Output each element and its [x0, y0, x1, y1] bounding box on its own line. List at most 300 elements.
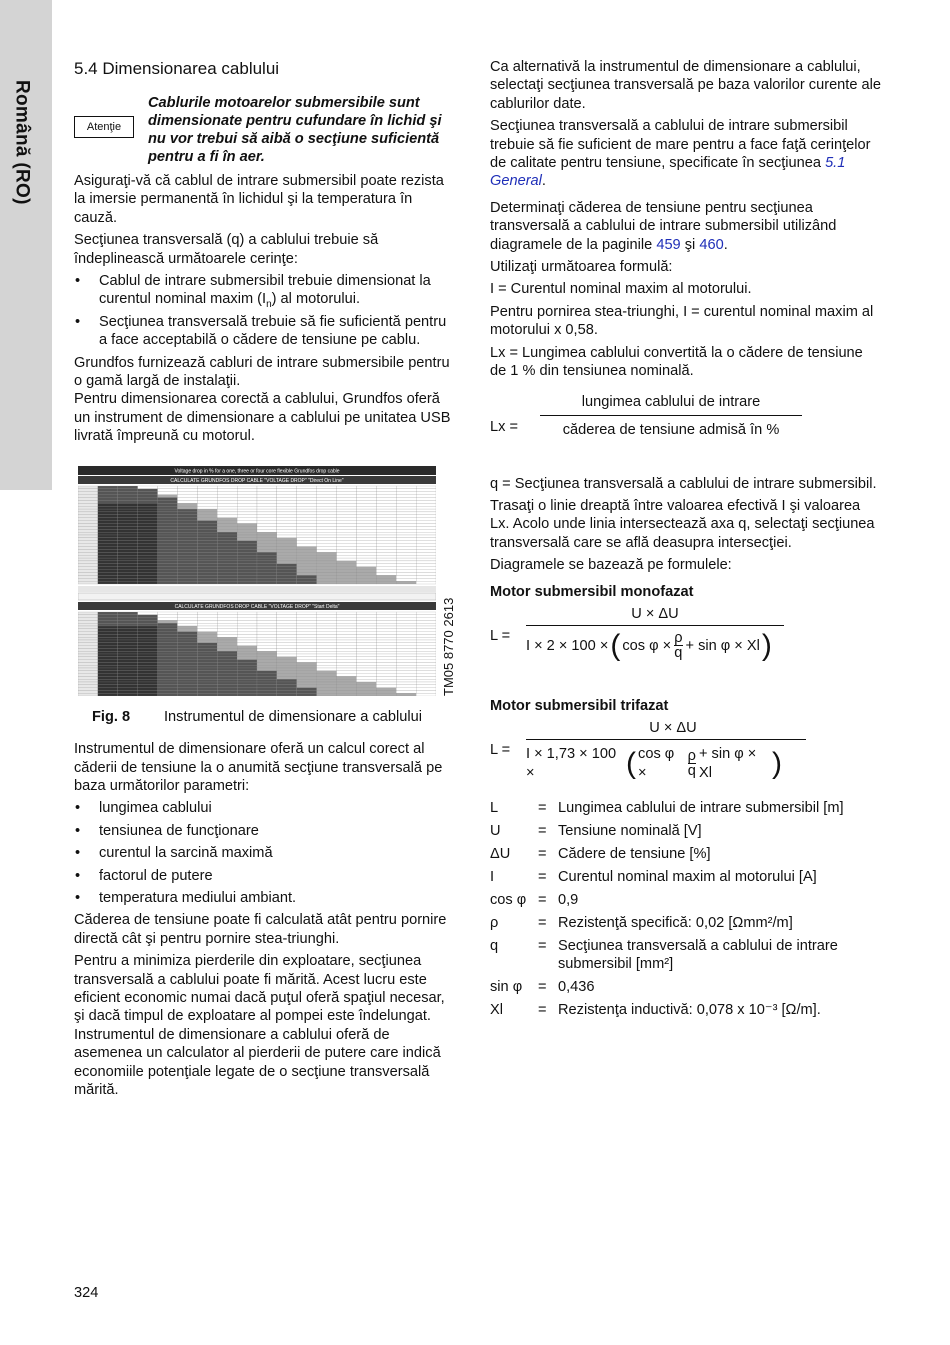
table-cell	[297, 538, 317, 541]
table-cell	[217, 523, 237, 526]
table-cell	[277, 523, 297, 526]
table-cell	[78, 540, 98, 543]
table-cell	[356, 509, 376, 512]
table-cell	[158, 682, 178, 685]
table-cell	[138, 631, 158, 634]
table-cell	[337, 552, 357, 555]
table-cell	[78, 623, 98, 626]
table-cell	[138, 684, 158, 687]
figure-number: Fig. 8	[92, 708, 131, 725]
eq-lhs: L =	[490, 742, 511, 759]
paragraph: Lx = Lungimea cablului convertită la o cădere de tensiune de 1 % din tensiunea nominală.	[490, 344, 863, 380]
table-cell	[177, 620, 197, 623]
table-cell	[317, 523, 337, 526]
table-cell	[317, 631, 337, 634]
definition-value: Cădere de tensiune [%]	[558, 846, 711, 863]
table-cell	[257, 676, 277, 679]
table-cell	[118, 682, 138, 685]
table-cell	[416, 546, 436, 549]
paragraph: Determinaţi căderea de tensiune pentru secţiunea transversală a cablului de intrare submersibil utilizând diagramele de la paginile 459 şi 460.	[490, 199, 837, 253]
table-cell	[237, 520, 257, 523]
table-cell	[317, 670, 337, 673]
table-cell	[356, 684, 376, 687]
table-cell	[317, 491, 337, 494]
table-cell	[177, 561, 197, 564]
table-cell	[257, 684, 277, 687]
table-cell	[416, 549, 436, 552]
table-cell	[257, 494, 277, 497]
table-cell	[138, 503, 158, 506]
table-cell	[78, 552, 98, 555]
table-cell	[376, 670, 396, 673]
table-cell	[317, 552, 337, 555]
paragraph: Căderea de tensiune poate fi calculată atât pentru pornire directă cât şi pentru pornire stea-triunghi.	[74, 912, 447, 947]
table-cell	[98, 578, 118, 581]
table-cell	[337, 662, 357, 665]
table-cell	[98, 682, 118, 685]
table-cell	[337, 503, 357, 506]
table-cell	[257, 509, 277, 512]
table-cell	[337, 572, 357, 575]
list-item: • Cablul de intrare submersibil trebuie dimensionat la curentul nominal maxim $(I_n)$ al motorului.	[74, 272, 456, 309]
table-cell	[396, 500, 416, 503]
table-cell	[376, 634, 396, 637]
table-cell	[177, 546, 197, 549]
table-cell	[118, 572, 138, 575]
table-cell	[237, 561, 257, 564]
table-cell	[356, 637, 376, 640]
table-cell	[337, 640, 357, 643]
table-cell	[376, 623, 396, 626]
table-cell	[416, 552, 436, 555]
table-cell	[138, 578, 158, 581]
table-cell	[118, 631, 138, 634]
requirements-list	[74, 272, 456, 350]
table-cell	[197, 491, 217, 494]
table-cell	[118, 673, 138, 676]
table-cell	[416, 494, 436, 497]
table-cell	[197, 642, 217, 645]
table-cell	[78, 569, 98, 572]
table-cell	[337, 500, 357, 503]
table-cell	[98, 651, 118, 654]
table-cell	[98, 535, 118, 538]
definition-value: Rezistenţă specifică: 0,02 [Ωmm²/m]	[558, 914, 793, 931]
table-cell	[297, 679, 317, 682]
table-cell	[197, 684, 217, 687]
table-cell	[237, 670, 257, 673]
table-cell	[197, 631, 217, 634]
table-cell	[138, 512, 158, 515]
table-cell	[297, 569, 317, 572]
table-cell	[356, 578, 376, 581]
table-cell	[158, 690, 178, 693]
table-cell	[396, 564, 416, 567]
table-cell	[376, 569, 396, 572]
table-cell	[98, 634, 118, 637]
table-cell	[317, 569, 337, 572]
table-cell	[138, 682, 158, 685]
table-cell	[337, 555, 357, 558]
table-cell	[118, 665, 138, 668]
table-cell	[177, 668, 197, 671]
table-cell	[277, 614, 297, 617]
table-cell	[376, 538, 396, 541]
table-cell	[416, 654, 436, 657]
figure-caption-text: Instrumentul de dimensionare a cablului	[164, 708, 422, 725]
definition-row	[490, 799, 882, 817]
table-cell	[277, 489, 297, 492]
table-cell	[98, 509, 118, 512]
table-cell	[337, 549, 357, 552]
table-cell	[177, 497, 197, 500]
table-cell	[356, 612, 376, 615]
paragraph: Ca alternativă la instrumentul de dimensionare a cablului, selectaţi secţiunea transversală pe baza valorilor curente ale cablurilor date.	[490, 59, 882, 112]
table-cell	[177, 659, 197, 662]
table-cell	[356, 617, 376, 620]
table-cell	[277, 503, 297, 506]
table-cell	[217, 679, 237, 682]
lx-numerator: lungimea cablului de intrare	[581, 393, 761, 410]
table-cell	[317, 668, 337, 671]
table-cell	[416, 503, 436, 506]
table-cell	[158, 693, 178, 696]
table-cell	[158, 659, 178, 662]
table-cell	[317, 679, 337, 682]
table-cell	[237, 648, 257, 651]
table-cell	[197, 693, 217, 696]
table-cell	[237, 656, 257, 659]
table-cell	[317, 503, 337, 506]
page-link-460[interactable]: 460	[699, 236, 724, 253]
table-cell	[317, 642, 337, 645]
table-cell	[118, 626, 138, 629]
table-cell	[317, 620, 337, 623]
table-cell	[317, 486, 337, 489]
table-cell	[376, 549, 396, 552]
table-cell	[337, 489, 357, 492]
table-cell	[197, 552, 217, 555]
table-cell	[257, 520, 277, 523]
table-cell	[237, 500, 257, 503]
definition-value: 0,9	[558, 891, 579, 908]
table-cell	[277, 543, 297, 546]
table-cell	[396, 561, 416, 564]
table-cell	[257, 535, 277, 538]
table-cell	[237, 668, 257, 671]
tri-heading: Motor submersibil trifazat	[490, 697, 669, 714]
table-cell	[297, 500, 317, 503]
table-cell	[217, 506, 237, 509]
table-cell	[337, 566, 357, 569]
table-cell	[138, 651, 158, 654]
table-cell	[78, 515, 98, 518]
table-cell	[337, 668, 357, 671]
table-cell	[376, 529, 396, 532]
paragraph: q = Secţiunea transversală a cablului de intrare submersibil.	[490, 475, 877, 492]
table-cell	[317, 566, 337, 569]
table-cell	[217, 648, 237, 651]
table-cell	[118, 614, 138, 617]
table-cell	[197, 679, 217, 682]
section-link[interactable]: 5.1 General	[490, 155, 846, 190]
table-cell	[277, 509, 297, 512]
table-cell	[177, 558, 197, 561]
table-cell	[297, 540, 317, 543]
table-cell	[337, 509, 357, 512]
table-cell	[297, 648, 317, 651]
table-cell	[257, 670, 277, 673]
table-cell	[158, 561, 178, 564]
table-cell	[197, 626, 217, 629]
table-cell	[98, 491, 118, 494]
table-cell	[98, 673, 118, 676]
table-cell	[317, 645, 337, 648]
definition-symbol: Xl	[490, 1002, 503, 1018]
table-cell	[376, 566, 396, 569]
table-cell	[237, 634, 257, 637]
list-item: • Secţiunea transversală trebuie să fie suficientă pentru a face acceptabilă o cădere de tensiune pe cablu.	[74, 313, 456, 350]
table-cell	[118, 538, 138, 541]
table-cell	[217, 529, 237, 532]
table-cell	[257, 549, 277, 552]
list-item: • factorul de putere	[74, 867, 456, 885]
table-cell	[78, 509, 98, 512]
table-cell	[337, 494, 357, 497]
table-cell	[98, 612, 118, 615]
table-cell	[138, 645, 158, 648]
table-cell	[118, 670, 138, 673]
table-cell	[277, 687, 297, 690]
table-cell	[376, 520, 396, 523]
table-cell	[98, 526, 118, 529]
table-cell	[277, 564, 297, 567]
table-cell	[237, 529, 257, 532]
table-cell	[396, 543, 416, 546]
table-cell	[197, 614, 217, 617]
table-cell	[416, 529, 436, 532]
table-cell	[217, 549, 237, 552]
table-cell	[98, 668, 118, 671]
table-cell	[317, 662, 337, 665]
table-cell	[396, 512, 416, 515]
table-cell	[297, 581, 317, 584]
definition-value: Lungimea cablului de intrare submersibil [m]	[558, 800, 844, 817]
table-cell	[337, 617, 357, 620]
table-cell	[78, 651, 98, 654]
table-cell	[78, 512, 98, 515]
table-cell	[217, 623, 237, 626]
table-cell	[356, 526, 376, 529]
table-cell	[138, 520, 158, 523]
equals-sign: =	[538, 1002, 547, 1018]
table-cell	[356, 575, 376, 578]
table-cell	[217, 659, 237, 662]
table-cell	[98, 676, 118, 679]
table-cell	[217, 684, 237, 687]
table-cell	[78, 526, 98, 529]
table-cell	[277, 690, 297, 693]
table-cell	[78, 497, 98, 500]
table-cell	[177, 552, 197, 555]
table-cell	[356, 682, 376, 685]
table-cell	[257, 575, 277, 578]
table-cell	[396, 684, 416, 687]
table-cell	[158, 617, 178, 620]
table-cell	[337, 648, 357, 651]
table-cell	[118, 543, 138, 546]
table-cell	[297, 637, 317, 640]
lx-denominator: căderea de tensiune admisă în %	[562, 421, 780, 438]
table-cell	[356, 555, 376, 558]
table-cell	[416, 558, 436, 561]
table-cell	[138, 620, 158, 623]
table-cell	[98, 558, 118, 561]
table-cell	[237, 631, 257, 634]
table-cell	[197, 654, 217, 657]
table-cell	[138, 665, 158, 668]
table-cell	[337, 687, 357, 690]
table-cell	[78, 628, 98, 631]
table-cell	[376, 665, 396, 668]
table-cell	[237, 575, 257, 578]
table-cell	[317, 497, 337, 500]
table-cell	[158, 626, 178, 629]
table-cell	[98, 659, 118, 662]
table-cell	[177, 656, 197, 659]
table-cell	[118, 546, 138, 549]
table-cell	[337, 515, 357, 518]
table-cell	[416, 566, 436, 569]
table-cell	[197, 506, 217, 509]
table-cell	[297, 564, 317, 567]
table-cell	[356, 693, 376, 696]
table-cell	[396, 515, 416, 518]
table-cell	[78, 520, 98, 523]
table-cell	[177, 500, 197, 503]
table-cell	[237, 665, 257, 668]
definition-symbol: L	[490, 800, 499, 817]
table-cell	[257, 651, 277, 654]
table-cell	[217, 520, 237, 523]
table-cell	[78, 575, 98, 578]
table-cell	[217, 640, 237, 643]
table-cell	[138, 532, 158, 535]
table-cell	[197, 673, 217, 676]
paragraph: Pentru a minimiza pierderile din exploatare, secţiunea transversală a cablului poate fi mărită. Acest lucru este eficient economic numai dacă puţul oferă spaţiul necesar, şi dacă timpul de exploatare al pompei este îndelungat. Instrumentul de dimensionare a cablului oferă de asemenea un calculator al pierderii de putere care indică economiile potenţiale legate de o secţiune transversală mărită.	[74, 953, 445, 1098]
table-cell	[138, 654, 158, 657]
table-cell	[376, 642, 396, 645]
equals-sign: =	[538, 979, 547, 996]
table-cell	[337, 558, 357, 561]
table-cell	[277, 665, 297, 668]
table-cell	[177, 535, 197, 538]
table-cell	[297, 491, 317, 494]
table-cell	[158, 581, 178, 584]
table-cell	[396, 509, 416, 512]
table-cell	[416, 693, 436, 696]
table-cell	[376, 543, 396, 546]
table-cell	[317, 540, 337, 543]
table-cell	[396, 503, 416, 506]
table-cell	[416, 526, 436, 529]
paragraph: Instrumentul de dimensionare oferă un calcul corect al căderii de tensiune la o anumită secţiune transversală pe baza următorilor parametri:	[74, 741, 443, 794]
table-cell	[158, 687, 178, 690]
table-cell	[396, 623, 416, 626]
table-cell	[337, 486, 357, 489]
table-cell	[396, 535, 416, 538]
table-cell	[78, 578, 98, 581]
table-cell	[78, 640, 98, 643]
table-cell	[416, 645, 436, 648]
table-cell	[416, 614, 436, 617]
table-cell	[356, 494, 376, 497]
table-cell	[217, 515, 237, 518]
table-cell	[177, 679, 197, 682]
table-cell	[297, 512, 317, 515]
table-cell	[396, 558, 416, 561]
table-cell	[98, 628, 118, 631]
table-cell	[217, 682, 237, 685]
table-cell	[118, 656, 138, 659]
table-cell	[118, 520, 138, 523]
definition-row	[490, 914, 882, 932]
table-cell	[337, 540, 357, 543]
table-cell	[158, 529, 178, 532]
table-cell	[337, 637, 357, 640]
table-cell	[138, 494, 158, 497]
list-item: • temperatura mediului ambiant.	[74, 889, 456, 907]
table-cell	[78, 631, 98, 634]
table-cell	[297, 523, 317, 526]
table-cell	[396, 497, 416, 500]
table-cell	[197, 640, 217, 643]
table-cell	[158, 566, 178, 569]
table-cell	[317, 684, 337, 687]
table-cell	[118, 679, 138, 682]
table-cell	[158, 500, 178, 503]
table-cell	[297, 546, 317, 549]
table-cell	[356, 535, 376, 538]
table-cell	[376, 687, 396, 690]
table-cell	[257, 555, 277, 558]
table-cell	[197, 628, 217, 631]
table-cell	[78, 561, 98, 564]
table-cell	[177, 614, 197, 617]
table-cell	[257, 665, 277, 668]
table-cell	[217, 612, 237, 615]
table-cell	[356, 512, 376, 515]
table-cell	[356, 651, 376, 654]
table-cell	[217, 656, 237, 659]
table-cell	[277, 517, 297, 520]
table-cell	[98, 654, 118, 657]
table-cell	[78, 637, 98, 640]
table-cell	[356, 670, 376, 673]
table-cell	[158, 665, 178, 668]
page-link-459[interactable]: 459	[656, 236, 681, 253]
table-cell	[257, 626, 277, 629]
table-cell	[217, 654, 237, 657]
table-cell	[217, 486, 237, 489]
table-cell	[78, 564, 98, 567]
table-cell	[356, 549, 376, 552]
table-cell	[277, 620, 297, 623]
table-cell	[416, 523, 436, 526]
table-cell	[396, 690, 416, 693]
table-cell	[376, 679, 396, 682]
table-cell	[257, 620, 277, 623]
